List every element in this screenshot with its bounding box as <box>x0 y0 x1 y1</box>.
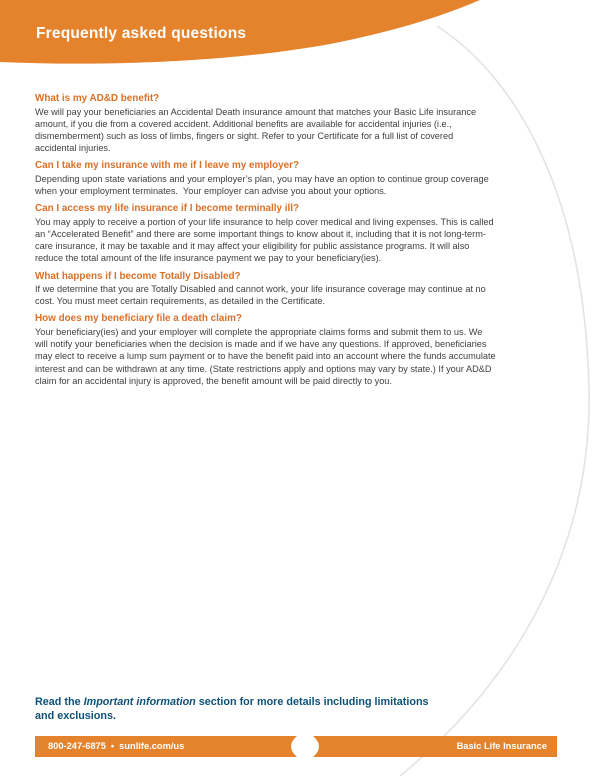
faq-item <box>35 160 497 197</box>
faq-item <box>35 93 497 154</box>
faq-question: What is my AD&D benefit? <box>35 93 160 104</box>
website-link[interactable]: sunlife.com/us <box>119 741 185 751</box>
faq-answer: You may apply to receive a portion of your life insurance to help cover medical and living expenses. This is called an “Accelerated Benefit” and there are some important things to know about it, including that it is not long-term-care insurance, it may be taxable and it may affect your eligibility for public assistance programs. It will also reduce the total amount of the life insurance payment we pay to your beneficiary(ies). <box>35 216 494 264</box>
faq-item <box>35 271 497 308</box>
faq-list <box>35 93 497 387</box>
faq-item <box>35 203 497 264</box>
faq-question: What happens if I become Totally Disabled? <box>35 270 241 282</box>
bullet-separator: • <box>110 741 115 751</box>
faq-question: Can I access my life insurance if I become terminally ill? <box>35 203 299 215</box>
faq-answer: If we determine that you are Totally Disabled and cannot work, your life insurance coverage may continue at no cost. You must meet certain requirements, as detailed in the Certificate. <box>35 284 486 307</box>
product-name: Basic Life Insurance <box>456 741 547 751</box>
faq-question: Can I take my insurance with me if I leave my employer? <box>35 160 299 172</box>
faq-question: How does my beneficiary file a death claim? <box>35 313 242 325</box>
important-note <box>35 696 435 723</box>
page-title: Frequently asked questions <box>36 25 247 42</box>
note-suffix: section for more details including limitations and exclusions. <box>35 696 429 722</box>
note-prefix: Read the <box>35 696 84 708</box>
phone-number: 800-247-6875 <box>48 741 106 751</box>
faq-answer: Your beneficiary(ies) and your employer will complete the appropriate claims forms and submit them to us. We will notify your beneficiaries when the decision is made and if we have any questions. If approved, beneficiaries may elect to receive a lump sum payment or to have the benefit paid into an account where the funds accumulate interest and can be withdrawn at any time. (State restrictions apply and options may vary by state.) If your AD&D claim for an accidental injury is approved, the benefit amount will be paid directly to you. <box>35 326 496 386</box>
faq-answer: We will pay your beneficiaries an Accidental Death insurance amount that matches your Basic Life insurance amount, if you die from a covered accident. Additional benefits are available for accidental injuries (i.e., dismemberment) such as loss of limbs, fingers or sight. Refer to your Certificate for a full list of covered accidental injuries. <box>35 106 477 154</box>
note-italic-title: Important information <box>83 696 196 708</box>
footer-contact <box>48 741 184 752</box>
faq-answer: Depending upon state variations and your employer’s plan, you may have an option to continue group coverage when your employment terminates. Your employer can advise you about your options. <box>35 173 489 197</box>
faq-item <box>35 313 497 387</box>
